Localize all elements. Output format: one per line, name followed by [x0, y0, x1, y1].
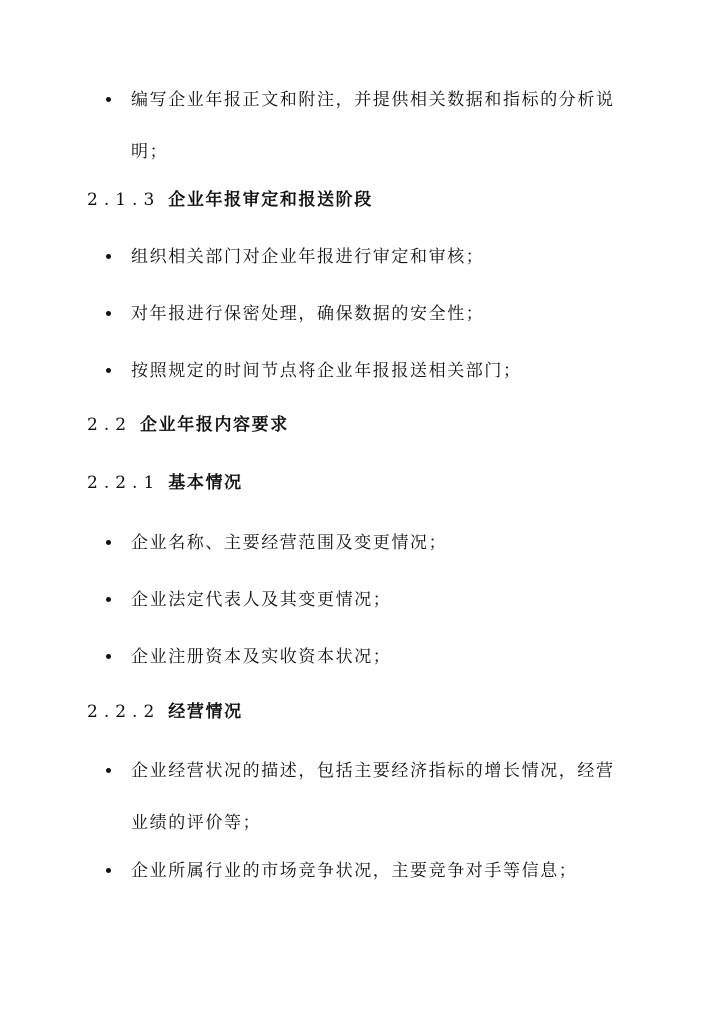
list-item-text: 对年报进行保密处理，确保数据的安全性；: [131, 304, 485, 324]
list-item: [108, 231, 628, 283]
list-item: [108, 745, 628, 849]
section-title: 企业年报审定和报送阶段: [168, 190, 373, 210]
section-heading-2-2-2: [87, 700, 243, 724]
bullet-icon: [106, 97, 111, 102]
list-item-text: 企业经营状况的描述，包括主要经济指标的增长情况，经营业绩的评价等；: [131, 761, 615, 833]
list-item-text: 企业名称、主要经营范围及变更情况；: [131, 533, 448, 553]
bullet-icon: [106, 540, 111, 545]
list-item: [108, 574, 628, 626]
list-item-text: 编写企业年报正文和附注，并提供相关数据和指标的分析说明；: [131, 90, 615, 162]
list-item-text: 按照规定的时间节点将企业年报报送相关部门；: [131, 361, 522, 381]
section-title: 基本情况: [168, 473, 243, 493]
section-heading-2-2: [87, 413, 289, 437]
list-item: [108, 517, 628, 569]
section-number: 2.1.3: [87, 190, 161, 210]
bullet-icon: [106, 311, 111, 316]
list-item-text: 组织相关部门对企业年报进行审定和审核；: [131, 247, 485, 267]
section-heading-2-1-3: [87, 188, 373, 212]
list-item-text: 企业法定代表人及其变更情况；: [131, 590, 392, 610]
bullet-icon: [106, 254, 111, 259]
bullet-icon: [106, 597, 111, 602]
section-heading-2-2-1: [87, 471, 243, 495]
list-item-text: 企业所属行业的市场竞争状况，主要竞争对手等信息；: [131, 861, 578, 881]
section-number: 2.2.1: [87, 473, 161, 493]
list-item-text: 企业注册资本及实收资本状况；: [131, 647, 392, 667]
list-item: [108, 631, 628, 683]
list-item: [108, 345, 628, 397]
section-title: 经营情况: [168, 702, 243, 722]
list-item: [108, 74, 628, 178]
bullet-icon: [106, 368, 111, 373]
section-title: 企业年报内容要求: [140, 415, 289, 435]
bullet-icon: [106, 654, 111, 659]
bullet-icon: [106, 868, 111, 873]
list-item: [108, 845, 628, 897]
section-number: 2.2.2: [87, 702, 161, 722]
section-number: 2.2: [87, 415, 133, 435]
list-item: [108, 288, 628, 340]
bullet-icon: [106, 768, 111, 773]
